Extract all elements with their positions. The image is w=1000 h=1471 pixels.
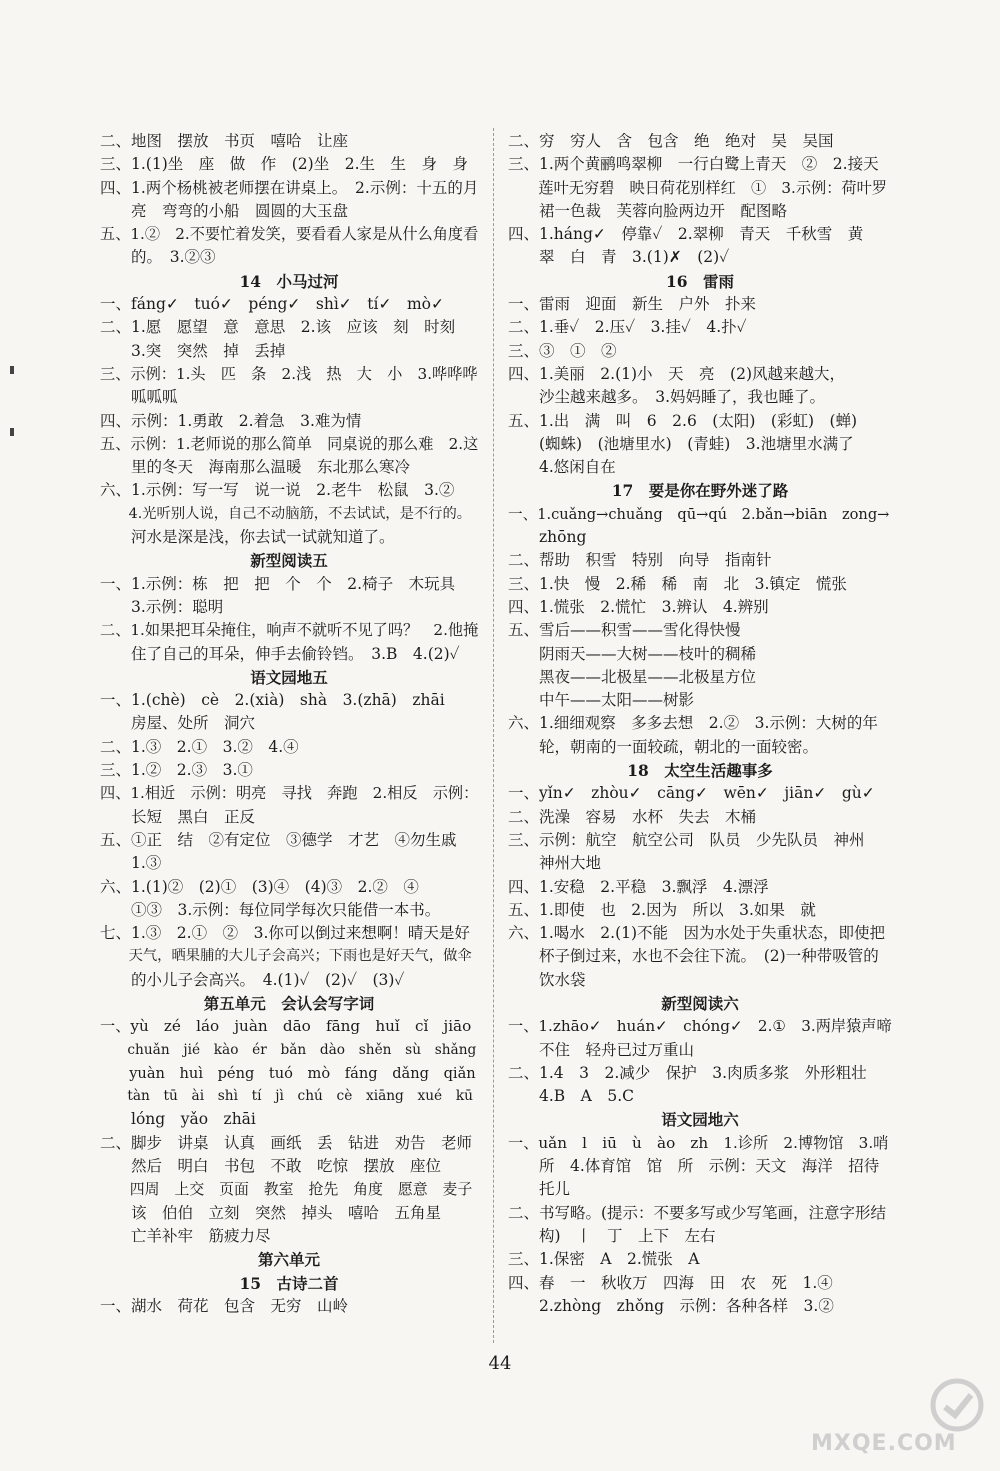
answer-line: tàn tū ài shì tí jì chú cè xiāng xué kū (100, 1088, 473, 1105)
answer-line: lóng yǎo zhāi (100, 1110, 256, 1129)
answer-line: 然后 明白 书包 不敢 吃惊 摆放 座位 (100, 1157, 442, 1176)
answer-line: 莲叶无穷碧 映日荷花别样红 ① 3.示例：荷叶罗 (508, 178, 887, 197)
answer-line: 4.光听别人说，自己不动脑筋，不去试试，是不行的。 (100, 505, 472, 522)
margin-mark (10, 428, 14, 436)
answer-line: 一、1.zhāo✓ huán✓ chóng✓ 2.① 3.两岸猿声啼 (508, 1017, 892, 1036)
watermark-text: MXQE.COM (811, 1431, 957, 1456)
answer-line: 五、1.出 满 叫 6 2.6 (太阳) (彩虹) (蝉) (508, 411, 858, 430)
answer-line: 三、1.两个黄鹂鸣翠柳 一行白鹭上青天 ② 2.接天 (508, 155, 879, 174)
answer-line: 3.示例：聪明 (100, 597, 224, 616)
answer-line: 二、洗澡 容易 水杯 失去 木桶 (508, 807, 757, 826)
answer-line: 六、1.喝水 2.(1)不能 因为水处于失重状态，即使把 (508, 924, 886, 943)
answer-line: 4.B A 5.C (508, 1087, 635, 1106)
answer-line: 轮，朝南的一面较疏，朝北的一面较密。 (508, 737, 819, 756)
answer-line: 天气，晒果脯的大儿子会高兴；下雨也是好天气，做伞 (100, 948, 472, 965)
answer-line: 的。 3.②③ (100, 248, 216, 267)
answer-line: 河水是深是浅，你去试一试就知道了。 (100, 528, 395, 547)
answer-line: 三、1.② 2.③ 3.① (100, 761, 253, 780)
answer-line: 四、1.慌张 2.慌忙 3.辨认 4.辨别 (508, 597, 769, 616)
answer-line: 托儿 (508, 1180, 571, 1199)
answer-line: 五、1.② 2.不要忙着发笑，要看看人家是从什么角度看 (100, 225, 479, 244)
column-divider (493, 128, 494, 1343)
section-heading: 17 要是你在野外迷了路 (611, 481, 789, 501)
answer-line: 四、1.安稳 2.平稳 3.飘浮 4.漂浮 (508, 877, 769, 896)
answer-line: ①③ 3.示例：每位同学每次只能借一本书。 (100, 900, 441, 919)
answer-line: 四、示例：1.勇敢 2.着急 3.难为情 (100, 411, 362, 430)
section-heading: 15 古诗二首 (239, 1273, 339, 1293)
answer-line: 六、1.细细观察 多多去想 2.② 3.示例：大树的年 (508, 714, 878, 733)
margin-mark (10, 366, 14, 374)
answer-line: 三、示例：1.头 匹 条 2.浅 热 大 小 3.哗哗哗 (100, 364, 478, 383)
answer-line: 四、1.美丽 2.(1)小 天 亮 (2)风越来越大， (508, 364, 845, 383)
answer-line: 六、1.示例：写一写 说一说 2.老牛 松鼠 3.② (100, 481, 455, 500)
answer-line: 神州大地 (508, 854, 602, 873)
answer-line: 二、穷 穷人 含 包含 绝 绝对 吴 吴国 (508, 132, 834, 150)
section-heading: 语文园地六 (661, 1110, 739, 1130)
answer-line: 三、1.(1)坐 座 做 作 (2)坐 2.生 生 身 身 (100, 155, 468, 174)
answer-line: 3.突 突然 掉 丢掉 (100, 341, 286, 360)
answer-line: 四、1.两个杨桃被老师摆在讲桌上。 2.示例：十五的月 (100, 178, 479, 197)
answer-line: 四、1.相近 示例：明亮 寻找 奔跑 2.相反 示例： (100, 784, 479, 803)
answer-line: 沙尘越来越多。 3.妈妈睡了，我也睡了。 (508, 388, 826, 407)
section-heading: 新型阅读五 (250, 551, 328, 571)
answer-line: 五、雪后——积雪——雪化得快慢 (508, 621, 741, 640)
answer-line: 中午——太阳——树影 (508, 691, 695, 710)
answer-line: 黑夜——北极星——北极星方位 (508, 667, 757, 686)
answer-line: 的小儿子会高兴。 4.(1)✓ (2)✓ (3)✓ (100, 970, 405, 989)
watermark-logo-icon (929, 1377, 985, 1433)
answer-line: 饮水袋 (508, 970, 586, 989)
answer-line: 一、雷雨 迎面 新生 户外 扑来 (508, 295, 757, 314)
answer-line: chuǎn jié kào ér bǎn dào shěn sù shǎng (100, 1041, 477, 1058)
answer-line: 一、yù zé láo juàn dāo fāng huǐ cǐ jiāo (100, 1017, 472, 1036)
answer-line: 二、1.③ 2.① 3.② 4.④ (100, 737, 299, 756)
answer-line: 一、1.示例：栋 把 把 个 个 2.椅子 木玩具 (100, 574, 456, 593)
answer-line: 长短 黑白 正反 (100, 807, 256, 826)
answer-line: 二、地图 摆放 书页 嘻哈 让座 (100, 132, 349, 150)
answer-line: (蜘蛛) (池塘里水) (青蛙) 3.池塘里水满了 (508, 434, 854, 453)
watermark (793, 1375, 993, 1465)
answer-line: 该 伯伯 立刻 突然 掉头 嘻哈 五角星 (100, 1203, 442, 1222)
answer-line: 五、示例：1.老师说的那么简单 同桌说的那么难 2.这 (100, 434, 479, 453)
answer-line: yuàn huì péng tuó mò fáng dǎng qiǎn (100, 1064, 476, 1082)
answer-line: 构) 丨 丁 上下 左右 (508, 1226, 716, 1245)
answer-line: 二、脚步 讲桌 认真 画纸 丢 钻进 劝告 老师 (100, 1133, 473, 1152)
answer-line: 五、①正 结 ②有定位 ③德学 才艺 ④勿生戚 (100, 830, 457, 849)
answer-line: 二、1.如果把耳朵掩住，响声不就听不见了吗？ 2.他掩 (100, 621, 479, 640)
answer-line: 房屋、处所 洞穴 (100, 714, 256, 733)
answer-line: 四、1.háng✓ 停靠✓ 2.翠柳 青天 千秋雪 黄 (508, 225, 864, 244)
section-heading: 18 太空生活趣事多 (627, 761, 773, 781)
left-column (100, 130, 478, 1318)
answer-line: 一、1.cuǎng→chuǎng qū→qú 2.bǎn→biān zong→ (508, 505, 890, 523)
answer-line: 三、③ ① ② (508, 341, 617, 360)
answer-line: 二、1.4 3 2.减少 保护 3.肉质多浆 外形粗壮 (508, 1063, 867, 1082)
answer-line: 2.zhòng zhǒng 示例：各种各样 3.② (508, 1296, 834, 1315)
answer-line: 裙一色裁 芙蓉向脸两边开 配图略 (508, 201, 788, 220)
answer-line: 4.悠闲自在 (508, 458, 616, 477)
answer-line: 住了自己的耳朵，伸手去偷铃铛。 3.B 4.(2)✓ (100, 644, 460, 663)
answer-line: 三、1.保密 A 2.慌张 A (508, 1250, 700, 1269)
section-heading: 第六单元 (257, 1250, 320, 1270)
answer-line: 一、yǐn✓ zhòu✓ cāng✓ wēn✓ jiān✓ gù✓ (508, 784, 875, 803)
answer-line: 不住 轻舟已过万重山 (508, 1040, 695, 1059)
section-heading: 语文园地五 (250, 667, 328, 687)
section-heading: 第五单元 会认会写字词 (203, 993, 375, 1013)
answer-line: 六、1.(1)② (2)① (3)④ (4)③ 2.② ④ (100, 877, 419, 896)
answer-line: 里的冬天 海南那么温暖 东北那么寒冷 (100, 458, 411, 477)
answer-line: 三、示例：航空 航空公司 队员 少先队员 神州 (508, 830, 865, 849)
answer-line: 五、1.即使 也 2.因为 所以 3.如果 就 (508, 900, 816, 919)
answer-line: zhōng (508, 528, 587, 547)
answer-line: 一、uǎn l iū ù ào zh 1.诊所 2.博物馆 3.哨 (508, 1133, 889, 1152)
answer-line: 七、1.③ 2.① ② 3.你可以倒过来想啊！晴天是好 (100, 924, 470, 943)
answer-line: 呱呱呱 (100, 388, 178, 407)
section-heading: 14 小马过河 (239, 271, 339, 291)
right-column (508, 130, 892, 1318)
page-number: 44 (488, 1353, 512, 1374)
answer-line: 杯子倒过来，水也不会往下流。 (2)一种带吸管的 (508, 947, 879, 966)
answer-line: 一、fáng✓ tuó✓ péng✓ shì✓ tí✓ mò✓ (100, 295, 444, 314)
answer-line: 一、湖水 荷花 包含 无穷 山岭 (100, 1296, 349, 1315)
answer-line: 所 4.体育馆 馆 所 示例：天文 海洋 招待 (508, 1157, 880, 1176)
answer-line: 1.③ (100, 854, 162, 873)
answer-line: 阴雨天——大树——枝叶的稠稀 (508, 644, 757, 663)
answer-line: 二、帮助 积雪 特别 向导 指南针 (508, 551, 772, 570)
answer-line: 亡羊补牢 筋疲力尽 (100, 1226, 271, 1245)
section-heading: 新型阅读六 (661, 993, 739, 1013)
answer-line: 二、1.垂✓ 2.压✓ 3.挂✓ 4.扑✓ (508, 318, 747, 337)
section-heading: 16 雷雨 (665, 271, 735, 291)
answer-line: 四周 上交 页面 教室 抢先 角度 愿意 麦子 (100, 1180, 473, 1199)
answer-line: 二、1.愿 愿望 意 意思 2.该 应该 刻 时刻 (100, 318, 456, 337)
answer-line: 四、春 一 秋收万 四海 田 农 死 1.④ (508, 1273, 833, 1292)
answer-line: 翠 白 青 3.(1)✗ (2)✓ (508, 248, 730, 267)
answer-line: 亮 弯弯的小船 圆圆的大玉盘 (100, 201, 349, 220)
answer-line: 一、1.(chè) cè 2.(xià) shà 3.(zhā) zhāi (100, 691, 445, 710)
answer-line: 二、书写略。(提示：不要多写或少写笔画，注意字形结 (508, 1203, 887, 1222)
answer-line: 三、1.快 慢 2.稀 稀 南 北 3.镇定 慌张 (508, 574, 847, 593)
